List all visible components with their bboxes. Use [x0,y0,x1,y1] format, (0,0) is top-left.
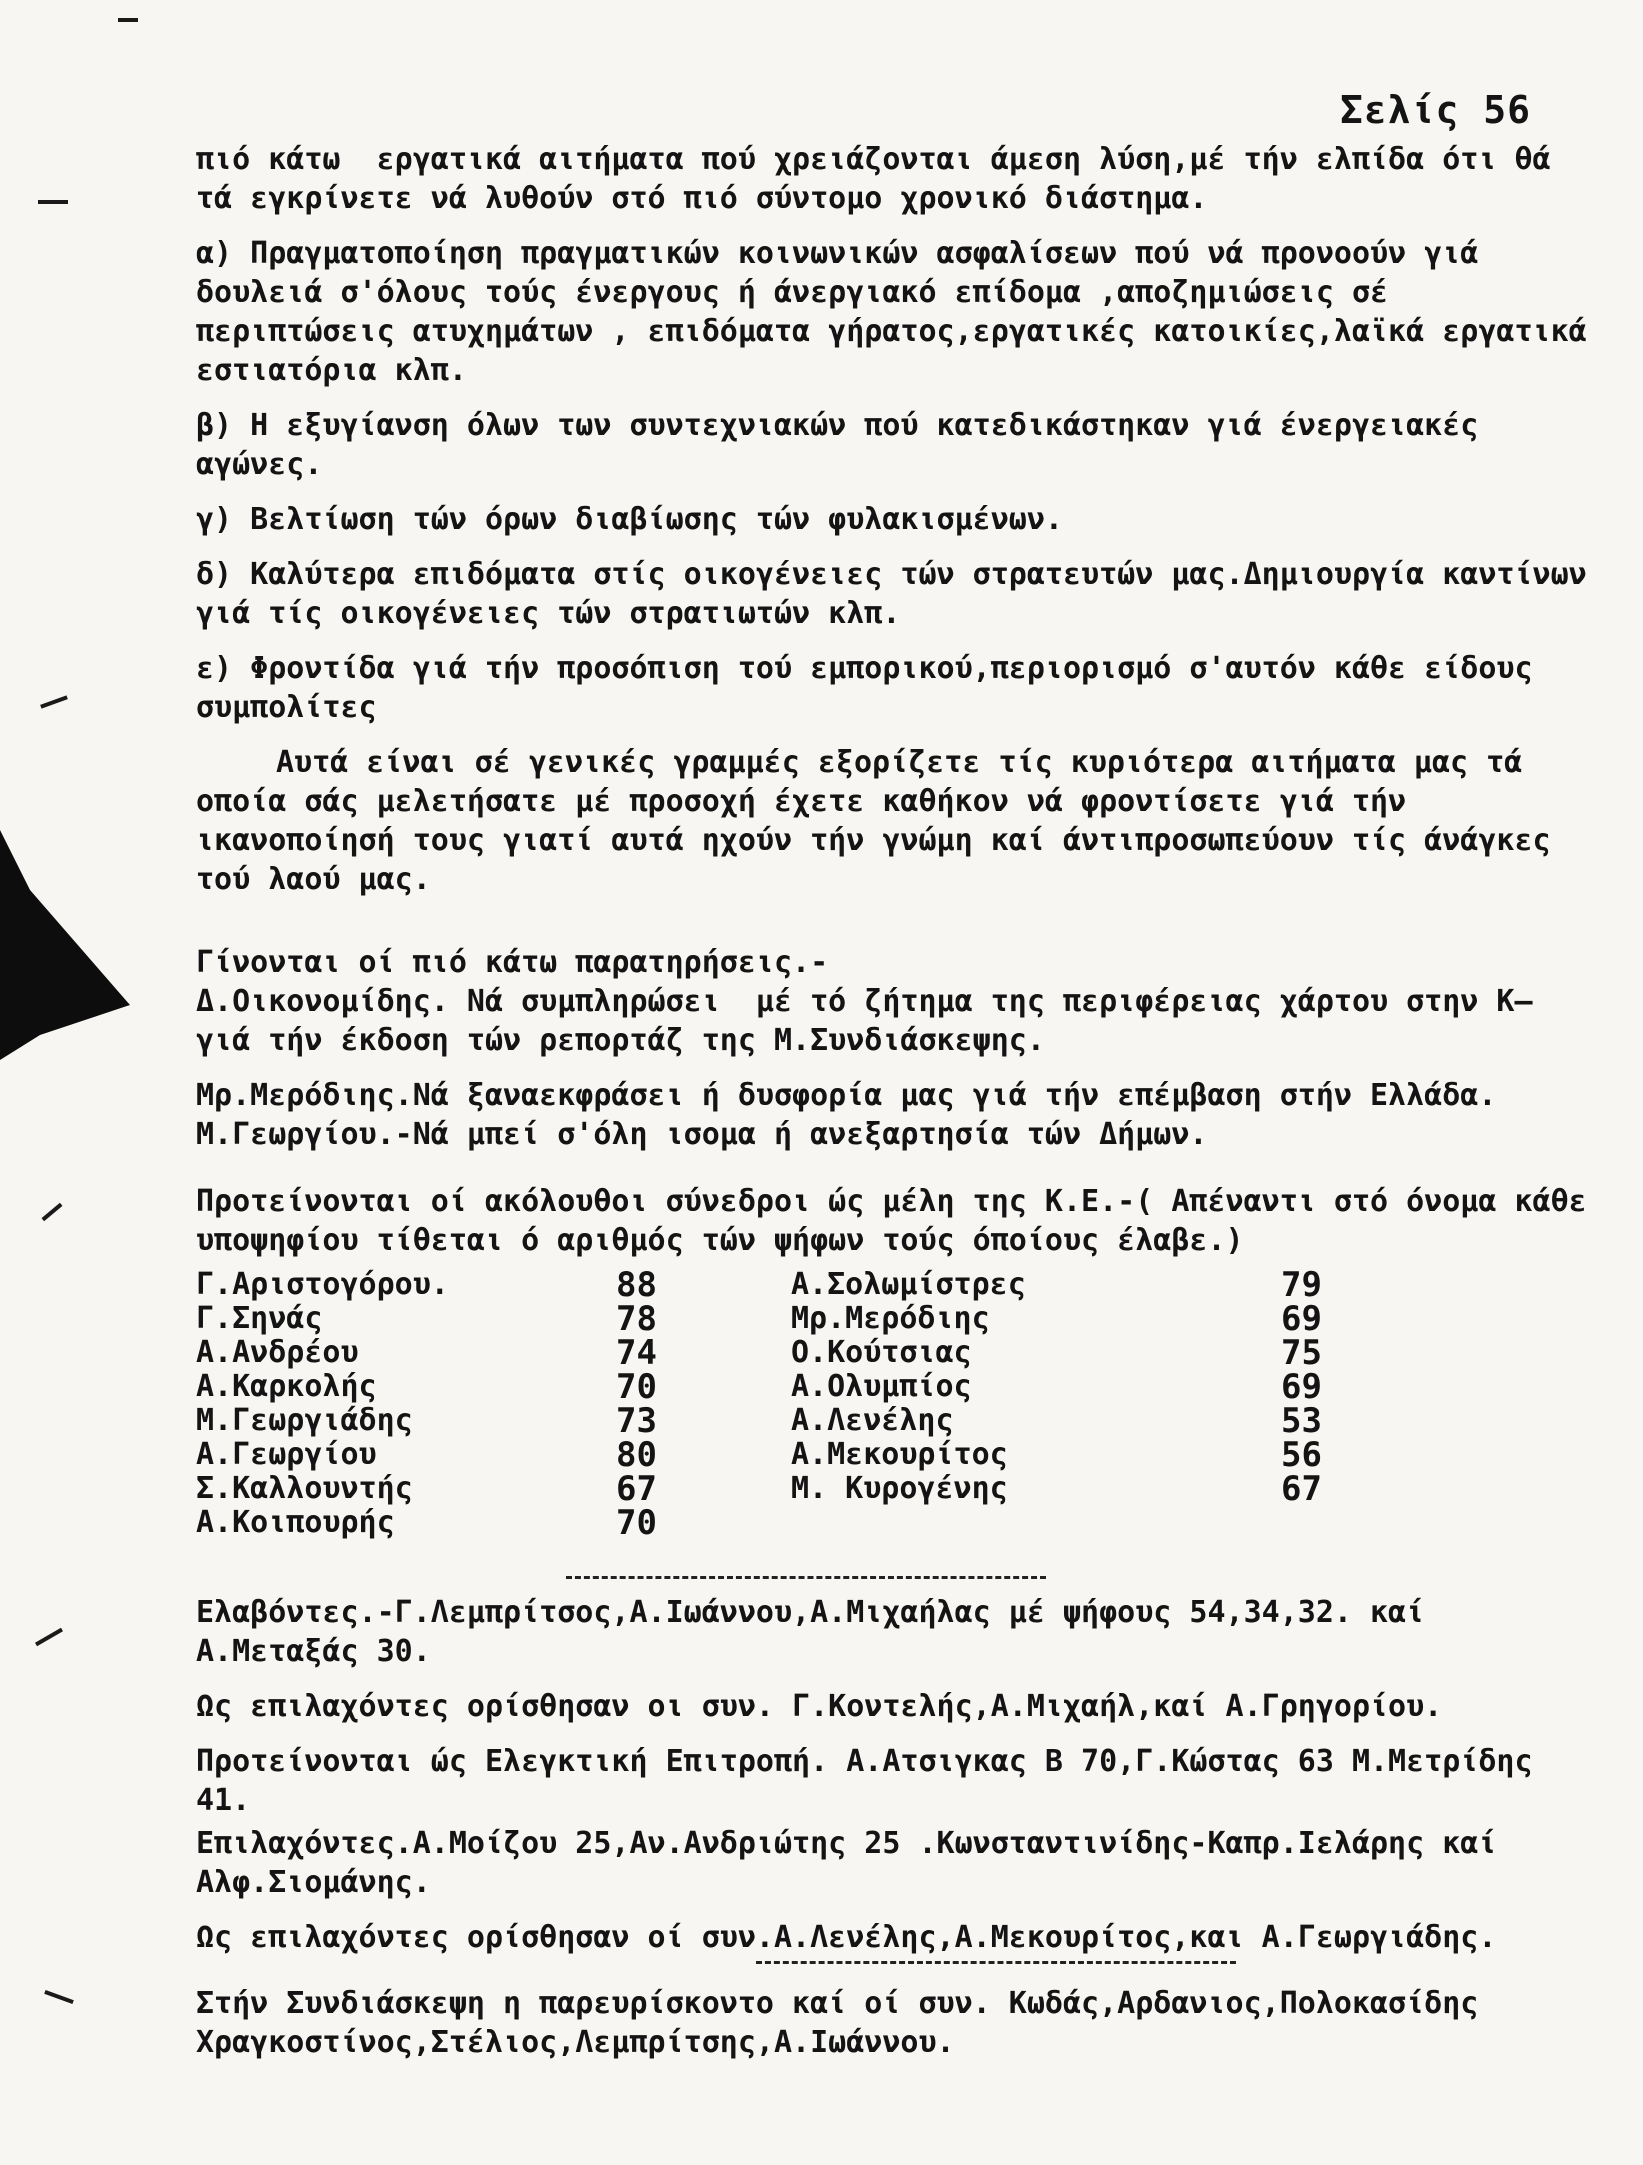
candidate-votes: 53 [1281,1401,1322,1441]
candidate-votes: 67 [616,1469,657,1509]
divider-dashed-2 [756,1961,1236,1964]
remark-2: Μρ.Μερόδιης.Νά ξαναεκφράσει ή δυσφορία μας γιά τήν επέμβαση στήν Ελλάδα. [196,1078,1497,1113]
paragraph-c: γ) Βελτίωση τών όρων διαβίωσης τών φυλακισμένων. [196,502,1063,537]
candidate-name: Α.Καρκολής [196,1369,377,1404]
remark-3: Μ.Γεωργίου.-Νά μπεί σ'όλη ισομα ή ανεξαρτησία τών Δήμων. [196,1117,1208,1152]
paragraph-d: δ) Καλύτερα επιδόματα στίς οικογένειες τών στρατευτών μας.Δημιουργία καντίνων γιά τίς οικογένειες τών στρατιωτών κλπ. [196,557,1605,631]
candidate-votes: 70 [616,1367,657,1407]
candidate-votes: 88 [616,1265,657,1305]
nominees-heading: Προτείνονται οί ακόλουθοι σύνεδροι ώς μέλη της Κ.Ε.-( Απέναντι στό όνομα κάθε υποψηφίου τίθεται ό αριθμός τών ψήφων τούς όποίους έλαβε.) [196,1184,1605,1258]
candidate-name: Γ.Σηνάς [196,1301,323,1336]
page-number: Σελίς 56 [1340,88,1532,132]
candidate-votes: 79 [1281,1265,1322,1305]
candidate-votes: 78 [616,1299,657,1339]
alternates-ke: Ως επιλαχόντες ορίσθησαν οι συν. Γ.Κοντελής,Α.Μιχαήλ,καί Α.Γρηγορίου. [196,1689,1443,1724]
candidate-name: Α.Σολωμίστρες [791,1267,1026,1302]
candidate-name: Α.Κοιπουρής [196,1505,395,1540]
remark-1: Δ.Οικονομίδης. Νά συμπληρώσει μέ τό ζήτημα της περιφέρειας χάρτου στην Κ— γιά τήν έκδοση τών ρεπορτάζ της Μ.Συνδιάσκεψης. [196,984,1551,1058]
candidate-votes: 56 [1281,1435,1322,1475]
scan-mark-top [118,18,138,22]
document-body [196,140,1605,2078]
runners-up-votes: Ελαβόντες.-Γ.Λεμπρίτσος,Α.Ιωάννου,Α.Μιχαήλας μέ ψήφους 54,34,32. καί Α.Μεταξάς 30. [196,1595,1443,1669]
candidates-left-names [196,1268,449,1540]
candidate-name: Μ. Κυρογένης [791,1471,1008,1506]
paragraph-a: α) Πραγματοποίηση πραγματικών κοινωνικών ασφαλίσεων πού νά προνοούν γιά δουλειά σ'όλους τούς ένεργους ή άνεργιακό επίδομα ,αποζημιώσεις σέ περιπτώσεις ατυχημάτων , επιδόματα γήρατος,εργατικές κατοικίες,λαϊκά εργατικά εστιατόρια κλπ. [196,236,1605,388]
candidate-votes: 80 [616,1435,657,1475]
candidate-votes: 69 [1281,1367,1322,1407]
candidate-votes: 75 [1281,1333,1322,1373]
candidate-name: Μρ.Μερόδιης [791,1301,990,1336]
scan-mark-left-1 [38,200,68,204]
scan-mark-left-3 [42,1203,63,1221]
candidate-votes: 74 [616,1333,657,1373]
scan-mark-left-5 [44,1990,74,2004]
candidate-name: Σ.Καλλουντής [196,1471,413,1506]
candidate-name: Μ.Γεωργιάδης [196,1403,413,1438]
paragraph-b: β) Η εξυγίανση όλων των συντεχνιακών πού κατεδικάστηκαν γιά ένεργειακές αγώνες. [196,408,1497,482]
candidate-votes: 73 [616,1401,657,1441]
candidates-right-names [791,1268,1026,1506]
candidate-name: Γ.Αριστογόρου. [196,1267,449,1302]
audit-runners-up: Επιλαχόντες.Α.Μοίζου 25,Αν.Ανδριώτης 25 .Κωνσταντινίδης-Καπρ.Ιελάρης καί Αλφ.Σιομάνης. [196,1826,1515,1900]
candidate-votes: 69 [1281,1299,1322,1339]
scan-mark-left-4 [35,1628,63,1646]
closing-attendees: Στήν Συνδιάσκεψη η παρευρίσκοντο καί οί συν. Κωδάς,Αρδανιος,Πολοκασίδης Χραγκοστίνος,Στέλιος,Λεμπρίτσης,Α.Ιωάννου. [196,1986,1497,2060]
remarks-heading: Γίνονται οί πιό κάτω παρατηρήσεις.- [196,945,829,980]
paragraph-e: ε) Φροντίδα γιά τήν προσόπιση τού εμπορικού,περιορισμό σ'αυτόν κάθε είδους συμπολίτες [196,651,1551,725]
candidates-left-votes [616,1265,657,1543]
candidates-table [196,1265,1596,1568]
candidates-right-votes [1281,1265,1322,1509]
candidate-name: Α.Ανδρέου [196,1335,359,1370]
candidate-name: Ο.Κούτσιας [791,1335,972,1370]
paragraph-summary: Αυτά είναι σέ γενικές γραμμές εξορίζετε τίς κυριότερα αιτήματα μας τά οποία σάς μελετήσατε μέ προσοχή έχετε καθήκον νά φροντίσετε γιά τήν ικανοποίησή τους γιατί αυτά ηχούν τήν γνώμη καί άντιπροσωπεύουν τίς άνάγκες τού λαού μας. [196,745,1569,897]
scan-shadow-blob [0,830,130,1060]
candidate-votes: 70 [616,1503,657,1543]
divider-dashed [566,1576,1046,1579]
candidate-votes: 67 [1281,1469,1322,1509]
candidate-name: Α.Γεωργίου [196,1437,377,1472]
scan-mark-left-2 [40,695,68,708]
audit-committee: Προτείνονται ώς Ελεγκτική Επιτροπή. Α.Ατσιγκας Β 70,Γ.Κώστας 63 Μ.Μετρίδης 41. [196,1744,1551,1818]
paragraph-intro: πιό κάτω εργατικά αιτήματα πού χρειάζονται άμεση λύση,μέ τήν ελπίδα ότι θά τά εγκρίνετε νά λυθούν στό πιό σύντομο χρονικό διάστημα. [196,142,1569,216]
audit-alternates: Ως επιλαχόντες ορίσθησαν οί συν.Α.Λενέλης,Α.Μεκουρίτος,και Α.Γεωργιάδης. [196,1920,1497,1955]
candidate-name: Α.Μεκουρίτος [791,1437,1008,1472]
candidate-name: Α.Λενέλης [791,1403,954,1438]
candidate-name: Α.Ολυμπίος [791,1369,972,1404]
